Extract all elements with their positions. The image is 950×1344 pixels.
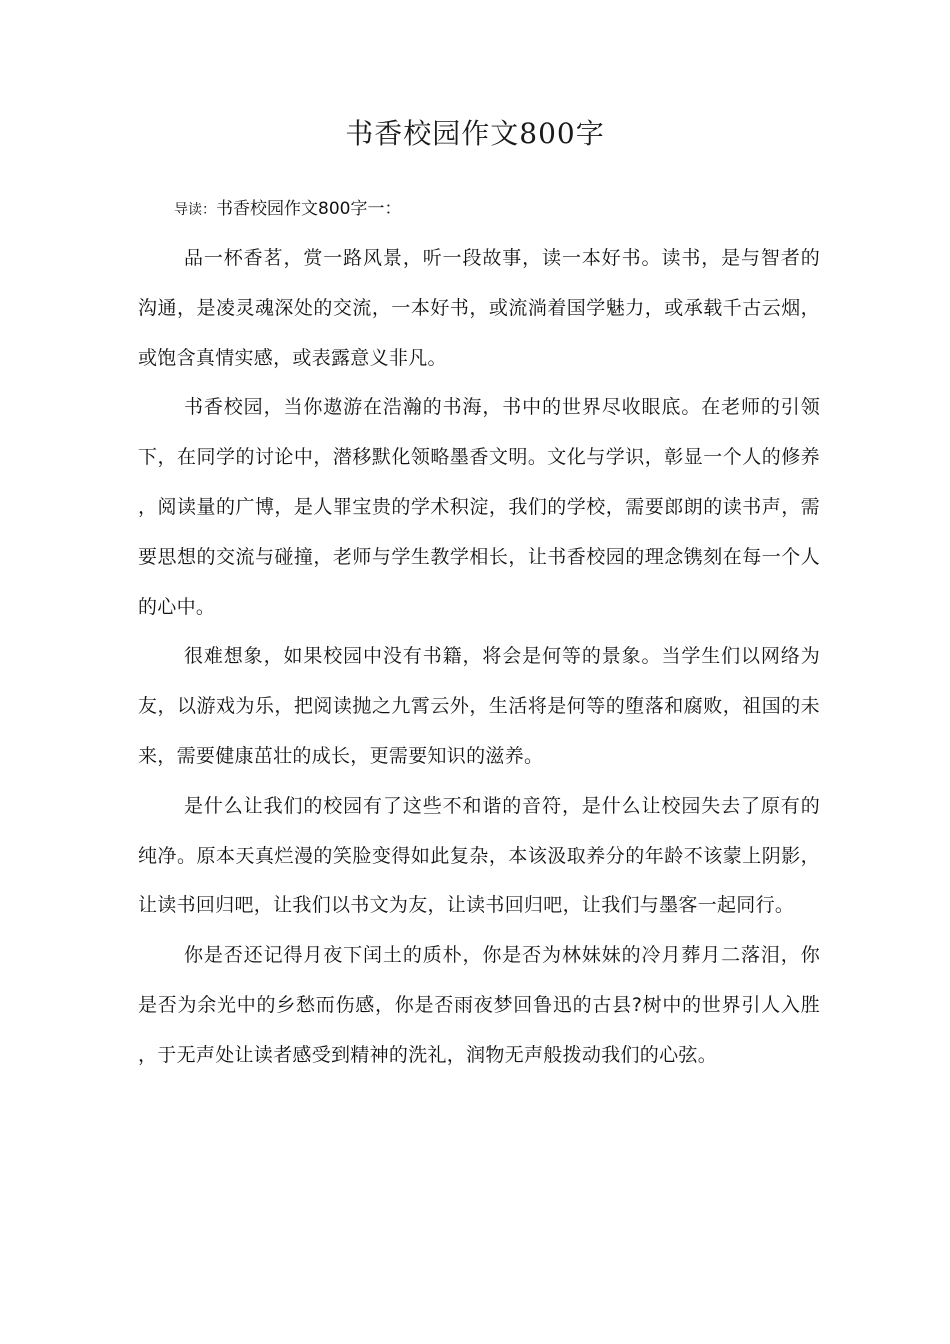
paragraph: 书香校园，当你遨游在浩瀚的书海，书中的世界尽收眼底。在老师的引领下，在同学的讨论中，潜移默化领略墨香文明。文化与学识，彰显一个人的修养，阅读量的广博，是人罪宝贵的学术积淀，我们的学校，需要郎朗的读书声，需要思想的交流与碰撞，老师与学生教学相长，让书香校园的理念镌刻在每一个人的心中。 xyxy=(138,396,820,618)
paragraph: 是什么让我们的校园有了这些不和谐的音符，是什么让校园失去了原有的纯净。原本天真烂漫的笑脸变得如此复杂，本该汲取养分的年龄不该蒙上阴影，让读书回归吧，让我们以书文为友，让读书回归吧，让我们与墨客一起同行。 xyxy=(138,794,820,917)
paragraph: 很难想象，如果校园中没有书籍，将会是何等的景象。当学生们以网络为友，以游戏为乐，把阅读抛之九霄云外，生活将是何等的堕落和腐败，祖国的未来，需要健康茁壮的成长，更需要知识的滋养。 xyxy=(138,645,820,767)
lead-line xyxy=(174,196,401,223)
lead-label: 导读： xyxy=(174,202,216,218)
paragraph: 品一杯香茗，赏一路风景，听一段故事，读一本好书。读书，是与智者的沟通，是凌灵魂深处的交流，一本好书，或流淌着国学魅力，或承载千古云烟，或饱含真情实感，或表露意义非凡。 xyxy=(138,247,820,369)
article-body xyxy=(138,234,820,1081)
lead-text: 书香校园作文800字一： xyxy=(216,199,402,219)
paragraph: 你是否还记得月夜下闰土的质朴，你是否为林妹妹的冷月葬月二落泪，你是否为余光中的乡愁而伤感，你是否雨夜梦回鲁迅的古县?树中的世界引人入胜，于无声处让读者感受到精神的洗礼，润物无声般拨动我们的心弦。 xyxy=(138,944,820,1066)
document-title: 书香校园作文800字 xyxy=(345,117,605,150)
